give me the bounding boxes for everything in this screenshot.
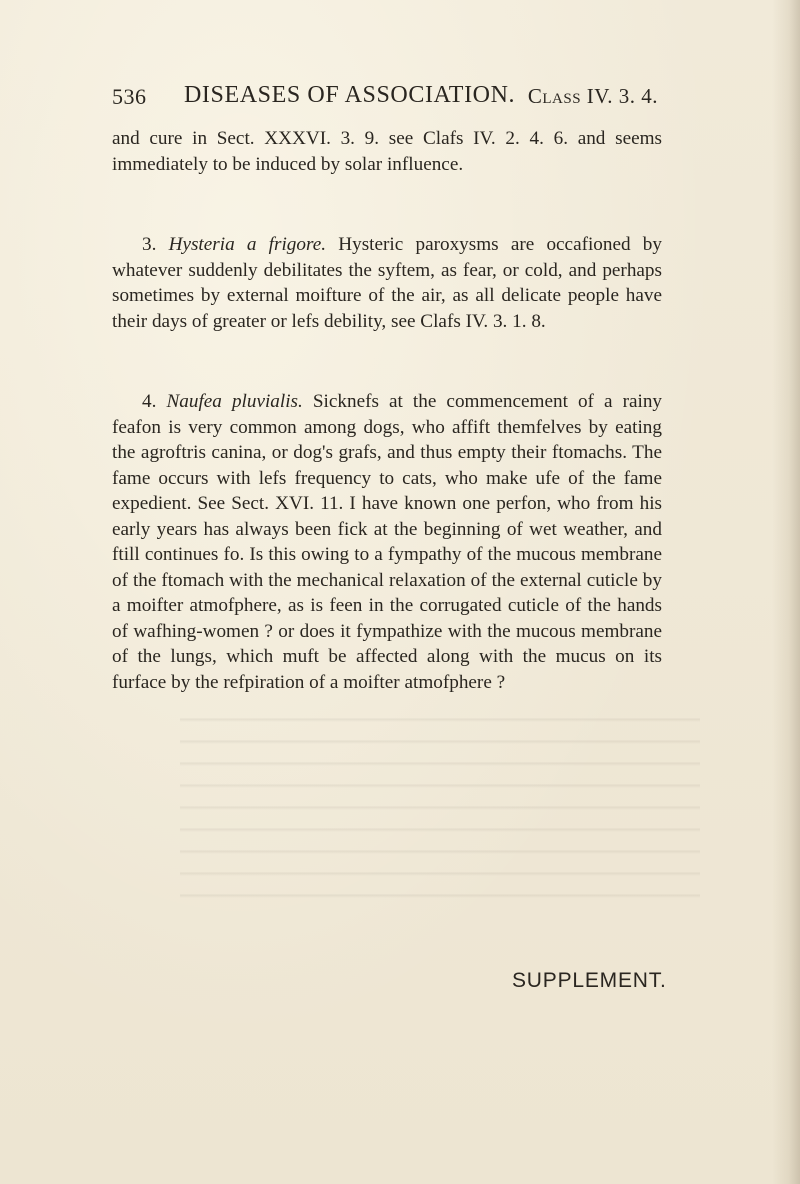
paragraph-text: Sicknefs at the commencement of a rainy feafon is very common among dogs, who affift themfelves by eating the agroftris canina, or dog's grafs, and thus empty their ftomachs. The fame occurs with lefs frequency to cats, who make ufe of the fame expedient. See Sect. XVI. 11. I have known one perfon, who from his early years has always been fick at the beginning of wet weather, and ftill continues fo. Is this owing to a fympathy of the mucous membrane of the ftomach with the mechanical relaxation of the external cuticle by a moifter atmofphere, as is feen in the corrugated cuticle of the hands of wafhing-women ? or does it fympathize with the mucous membrane of the lungs, which muft be affected along with the mucus on its furface by the refpiration of a moifter atmofphere ?	[112, 391, 663, 693]
paragraph-text: Hysteric paroxysms are occafioned by whatever suddenly debilitates the syftem, as fear, or cold, and perhaps sometimes by external moifture of the air, as all delicate people have their days of greater or lefs debility, see Clafs IV. 3. 1. 8.	[112, 234, 662, 332]
page-header	[112, 82, 658, 116]
supplement-heading: SUPPLEMENT.	[512, 969, 667, 992]
class-reference: Class IV. 3. 4.	[527, 84, 658, 108]
page-number: 536	[112, 84, 147, 109]
running-title: DISEASES OF ASSOCIATION.	[184, 82, 516, 108]
paragraph-number: 4.	[142, 391, 167, 412]
paragraph-text: and cure in Sect. XXXVI. 3. 9. see Clafs IV. 2. 4. 6. and seems immediately to be induced by solar influence.	[112, 128, 662, 175]
paragraph-title: Hysteria a frigore.	[168, 234, 327, 255]
paragraph-continuation	[112, 126, 662, 177]
paragraph-hysteria	[112, 232, 662, 334]
page-edge-shadow	[772, 0, 800, 1184]
paragraph-nausea	[112, 389, 662, 695]
paragraph-title: Naufea pluvialis.	[166, 391, 303, 412]
bleed-through-texture	[180, 700, 700, 900]
paragraph-number: 3.	[142, 234, 169, 255]
